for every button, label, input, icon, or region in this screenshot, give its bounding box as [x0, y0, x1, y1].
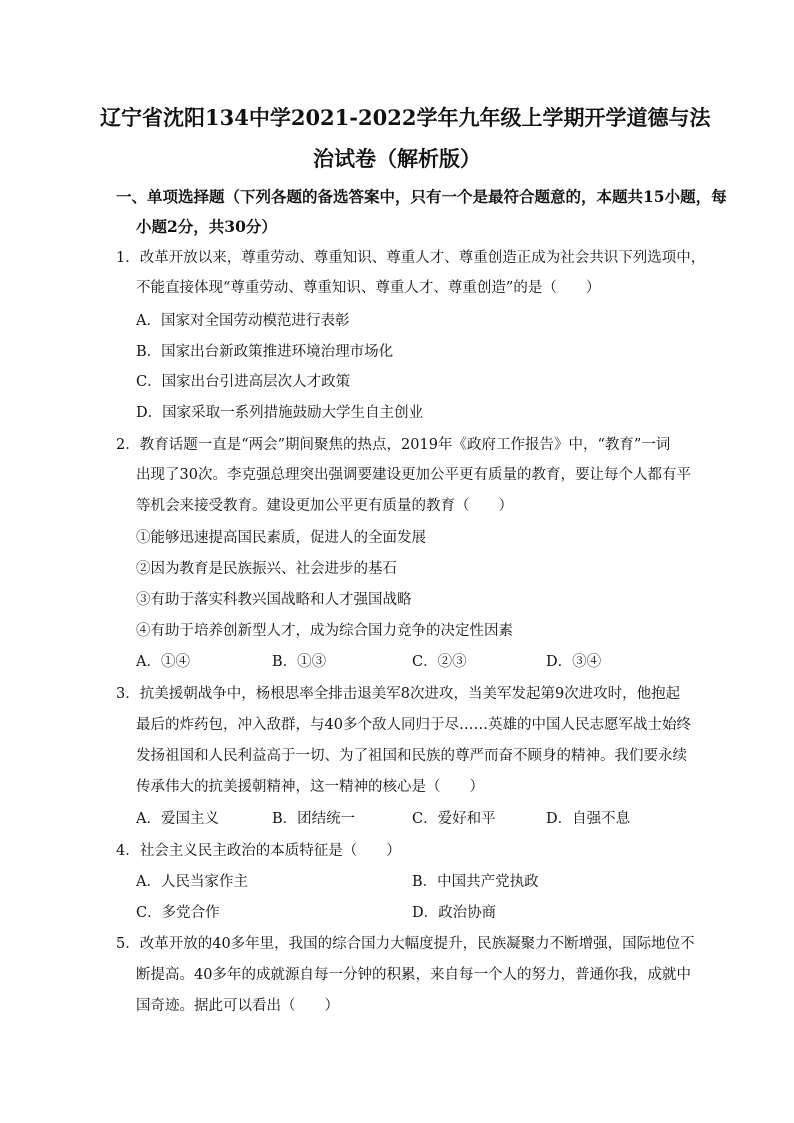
question-4-option-b: B．中国共产党执政: [412, 874, 539, 890]
question-2-statement-1: ①能够迅速提高国民素质，促进人的全面发展: [136, 530, 426, 546]
question-3-stem-line3: 发扬祖国和人民利益高于一切、为了祖国和民族的尊严而奋不顾身的精神。我们要永续: [136, 748, 687, 764]
question-3-option-b: B．团结统一: [272, 811, 356, 827]
question-2-statement-2: ②因为教育是民族振兴、社会进步的基石: [136, 561, 397, 577]
question-1-option-a: A．国家对全国劳动模范进行表彰: [136, 313, 350, 329]
question-3-option-a: A．爱国主义: [136, 811, 219, 827]
question-4-stem-line1: 4．社会主义民主政治的本质特征是（ ）: [116, 843, 401, 859]
question-2-stem-line1: 2．教育话题一直是“两会”期间聚焦的热点，2019年《政府工作报告》中，“教育”一词: [116, 437, 671, 453]
section-heading-line2: 小题2分，共30分）: [136, 217, 277, 236]
question-4-option-d: D．政治协商: [412, 905, 497, 921]
question-1-stem-line2: 不能直接体现“尊重劳动、尊重知识、尊重人才、尊重创造”的是（ ）: [136, 280, 601, 296]
question-4-option-c: C．多党合作: [136, 905, 220, 921]
question-5-stem-line3: 国奇迹。据此可以看出（ ）: [136, 998, 339, 1014]
section-heading-line1: 一、单项选择题（下列各题的备选答案中，只有一个是最符合题意的，本题共15小题，每: [116, 187, 727, 206]
question-1-option-b: B．国家出台新政策推进环境治理市场化: [136, 344, 394, 360]
question-2-stem-line2: 出现了30次。李克强总理突出强调要建设更加公平更有质量的教育，要让每个人都有平: [136, 467, 691, 483]
question-2-statement-4: ④有助于培养创新型人才，成为综合国力竞争的决定性因素: [136, 623, 513, 639]
question-4-option-a: A．人民当家作主: [136, 874, 248, 890]
document-title-line1: 辽宁省沈阳134中学2021-2022学年九年级上学期开学道德与法: [100, 105, 711, 130]
question-3-stem-line1: 3．抗美援朝战争中，杨根思率全排击退美军8次进攻，当美军发起第9次进攻时，他抱起: [116, 686, 681, 702]
question-2-stem-line3: 等机会来接受教育。建设更加公平更有质量的教育（ ）: [136, 498, 513, 514]
question-5-stem-line2: 断提高。40多年的成就源自每一分钟的积累，来自每一个人的努力，普通你我，成就中: [136, 967, 691, 983]
question-3-option-d: D．自强不息: [546, 811, 631, 827]
question-2-option-a: A．①④: [136, 654, 190, 670]
question-3-option-c: C．爱好和平: [412, 811, 496, 827]
question-5-stem-line1: 5．改革开放的40多年里，我国的综合国力大幅度提升，民族凝聚力不断增强，国际地位不: [116, 936, 695, 952]
question-1-stem-line1: 1．改革开放以来，尊重劳动、尊重知识、尊重人才、尊重创造正成为社会共识下列选项中，: [116, 250, 706, 266]
question-2-option-b: B．①③: [272, 654, 327, 670]
question-2-statement-3: ③有助于落实科教兴国战略和人才强国战略: [136, 592, 412, 608]
question-1-option-c: C．国家出台引进高层次人才政策: [136, 374, 351, 390]
question-2-option-d: D．③④: [546, 654, 602, 670]
question-2-option-c: C．②③: [412, 654, 467, 670]
question-3-stem-line4: 传承伟大的抗美援朝精神，这一精神的核心是（ ）: [136, 779, 484, 795]
document-title-line2: 治试卷（解析版）: [313, 146, 481, 171]
question-1-option-d: D．国家采取一系列措施鼓励大学生自主创业: [136, 405, 424, 421]
question-3-stem-line2: 最后的炸药包，冲入敌群，与40多个敌人同归于尽……英雄的中国人民志愿军战士始终: [136, 717, 691, 733]
